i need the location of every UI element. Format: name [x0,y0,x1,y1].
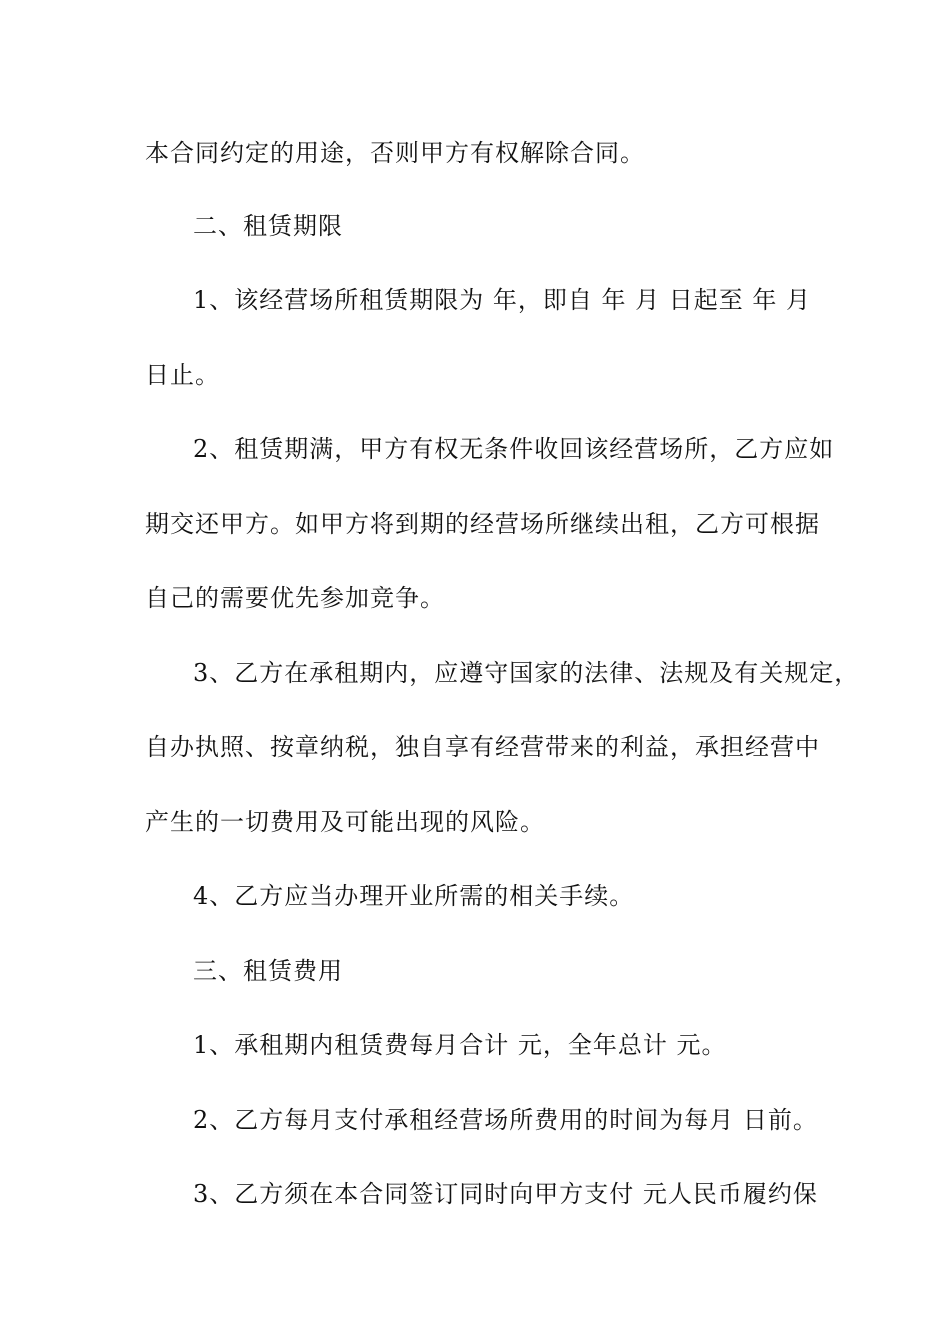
text-line-9: 自办执照、按章纳税，独自享有经营带来的利益，承担经营中 [145,733,820,761]
text-line-6: 期交还甲方。如甲方将到期的经营场所继续出租，乙方可根据 [145,510,820,538]
text-line-4: 日止。 [145,361,220,389]
section-heading-lease-term: 二、租赁期限 [193,212,343,240]
section-heading-rental-fees: 三、租赁费用 [193,957,343,985]
text-line-11: 4、乙方应当办理开业所需的相关手续。 [193,882,635,910]
text-line-10: 产生的一切费用及可能出现的风险。 [145,808,545,836]
text-line-1: 本合同约定的用途，否则甲方有权解除合同。 [145,139,645,167]
text-line-14: 2、乙方每月支付承租经营场所费用的时间为每月 日前。 [193,1106,818,1134]
text-line-8: 3、乙方在承租期内，应遵守国家的法律、法规及有关规定， [193,659,860,687]
text-line-7: 自己的需要优先参加竞争。 [145,584,445,612]
text-line-3: 1、该经营场所租赁期限为 年，即自 年 月 日起至 年 月 [193,286,812,314]
text-line-5: 2、租赁期满，甲方有权无条件收回该经营场所，乙方应如 [193,435,835,463]
text-line-13: 1、承租期内租赁费每月合计 元，全年总计 元。 [193,1031,727,1059]
text-line-15: 3、乙方须在本合同签订同时向甲方支付 元人民币履约保 [193,1180,818,1208]
